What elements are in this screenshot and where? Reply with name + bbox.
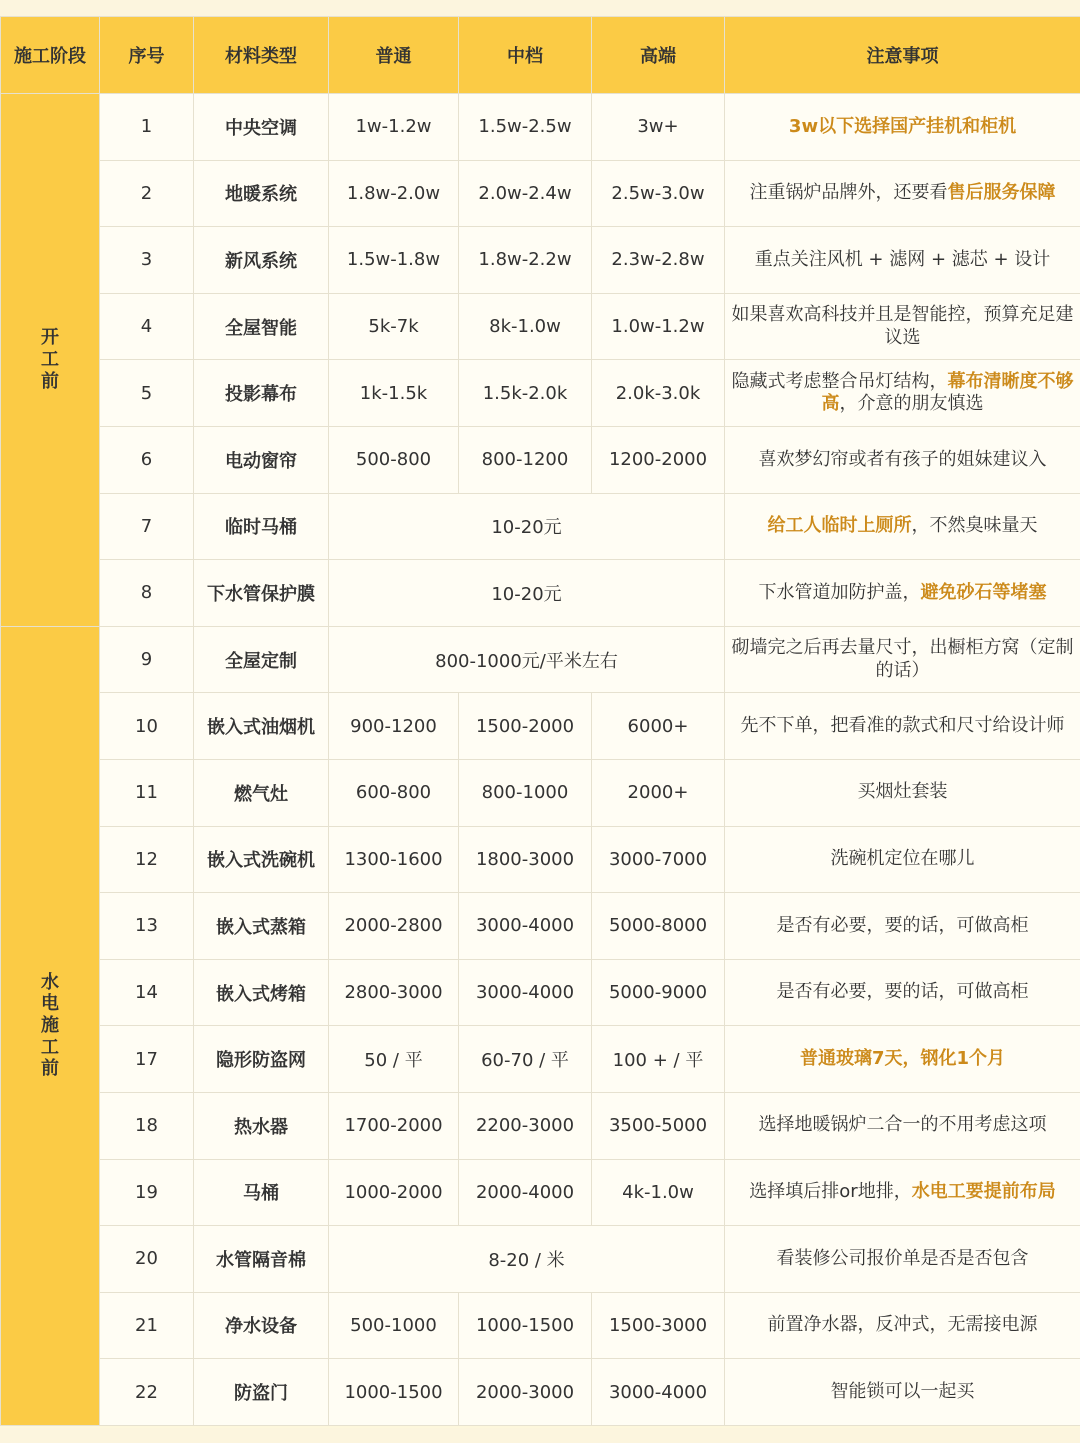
note-cell (725, 426, 1080, 493)
table-row (1, 959, 1080, 1026)
table-body (1, 94, 1080, 1426)
stage-label: 水电施工前 (41, 971, 59, 1080)
price-high: 1.0w-1.2w (592, 293, 725, 360)
price-normal: 500-800 (329, 426, 459, 493)
row-number: 2 (100, 160, 194, 227)
row-number: 14 (100, 959, 194, 1026)
table-row (1, 626, 1080, 693)
header-mid: 中档 (459, 17, 592, 94)
price-high: 1500-3000 (592, 1292, 725, 1359)
price-normal: 900-1200 (329, 693, 459, 760)
note-cell (725, 1026, 1080, 1093)
row-number: 7 (100, 493, 194, 560)
header-material: 材料类型 (194, 17, 329, 94)
note-cell (725, 893, 1080, 960)
note-text: 前置净水器，反冲式，无需接电源 (767, 1314, 1038, 1336)
row-number: 20 (100, 1226, 194, 1293)
note-highlight: 售后服务保障 (947, 182, 1056, 204)
note-cell (725, 626, 1080, 693)
table-row (1, 360, 1080, 427)
note-text: 隐藏式考虑整合吊灯结构， (731, 370, 948, 392)
top-strip (0, 0, 1080, 16)
price-high: 5000-9000 (592, 959, 725, 1026)
table-row (1, 759, 1080, 826)
note-text: ，不然臭味量天 (911, 515, 1038, 537)
row-number: 1 (100, 94, 194, 161)
row-number: 8 (100, 560, 194, 627)
price-high: 4k-1.0w (592, 1159, 725, 1226)
note-text: 看装修公司报价单是否是否包含 (776, 1247, 1029, 1269)
table-row (1, 160, 1080, 227)
material-name: 嵌入式油烟机 (194, 693, 329, 760)
note-cell (725, 1359, 1080, 1426)
price-mid: 3000-4000 (459, 959, 592, 1026)
table-row (1, 560, 1080, 627)
note-cell (725, 693, 1080, 760)
price-range-merged: 10-20元 (329, 560, 725, 627)
row-number: 22 (100, 1359, 194, 1426)
price-normal: 2000-2800 (329, 893, 459, 960)
row-number: 4 (100, 293, 194, 360)
price-mid: 1500-2000 (459, 693, 592, 760)
price-mid: 3000-4000 (459, 893, 592, 960)
row-number: 21 (100, 1292, 194, 1359)
table-row (1, 1092, 1080, 1159)
material-name: 全屋定制 (194, 626, 329, 693)
price-normal: 1300-1600 (329, 826, 459, 893)
price-normal: 1w-1.2w (329, 94, 459, 161)
price-mid: 8k-1.0w (459, 293, 592, 360)
row-number: 6 (100, 426, 194, 493)
stage-label: 开工前 (41, 327, 59, 392)
material-name: 地暖系统 (194, 160, 329, 227)
note-cell (725, 94, 1080, 161)
price-range-merged: 800-1000元/平米左右 (329, 626, 725, 693)
note-highlight: 3w以下选择国产挂机和柜机 (788, 115, 1017, 137)
material-name: 嵌入式洗碗机 (194, 826, 329, 893)
table-row (1, 426, 1080, 493)
note-text: 选择地暖锅炉二合一的不用考虑这项 (758, 1114, 1047, 1136)
header-row (1, 17, 1080, 94)
material-name: 嵌入式蒸箱 (194, 893, 329, 960)
price-high: 3500-5000 (592, 1092, 725, 1159)
note-cell (725, 959, 1080, 1026)
price-normal: 1700-2000 (329, 1092, 459, 1159)
table-row (1, 693, 1080, 760)
table-row (1, 227, 1080, 294)
note-text: 喜欢梦幻帘或者有孩子的姐妹建议入 (758, 448, 1047, 470)
note-cell (725, 160, 1080, 227)
note-highlight: 水电工要提前布局 (911, 1181, 1056, 1203)
table-row (1, 493, 1080, 560)
price-high: 2.5w-3.0w (592, 160, 725, 227)
note-cell (725, 1292, 1080, 1359)
stage-cell (1, 94, 100, 627)
price-high: 5000-8000 (592, 893, 725, 960)
table-row (1, 94, 1080, 161)
row-number: 3 (100, 227, 194, 294)
table-row (1, 1292, 1080, 1359)
price-high: 6000+ (592, 693, 725, 760)
header-high: 高端 (592, 17, 725, 94)
material-name: 净水设备 (194, 1292, 329, 1359)
table-row (1, 293, 1080, 360)
price-high: 3w+ (592, 94, 725, 161)
note-text: 是否有必要，要的话，可做高柜 (776, 981, 1029, 1003)
price-high: 2.3w-2.8w (592, 227, 725, 294)
price-normal: 500-1000 (329, 1292, 459, 1359)
header-notes: 注意事项 (725, 17, 1080, 94)
note-cell (725, 1159, 1080, 1226)
note-text: 重点关注风机 + 滤网 + 滤芯 + 设计 (754, 248, 1051, 270)
note-cell (725, 759, 1080, 826)
price-mid: 2.0w-2.4w (459, 160, 592, 227)
note-highlight: 幕布清晰度不够高 (821, 370, 1074, 415)
table-row (1, 1159, 1080, 1226)
note-text: 先不下单，把看准的款式和尺寸给设计师 (740, 714, 1065, 736)
note-text: 智能锁可以一起买 (830, 1380, 975, 1402)
price-mid: 2000-3000 (459, 1359, 592, 1426)
table-row (1, 826, 1080, 893)
row-number: 18 (100, 1092, 194, 1159)
note-cell (725, 360, 1080, 427)
row-number: 5 (100, 360, 194, 427)
price-normal: 1.5w-1.8w (329, 227, 459, 294)
material-name: 防盗门 (194, 1359, 329, 1426)
note-cell (725, 1092, 1080, 1159)
note-text: 是否有必要，要的话，可做高柜 (776, 914, 1029, 936)
price-high: 3000-7000 (592, 826, 725, 893)
price-mid: 800-1000 (459, 759, 592, 826)
price-high: 100 + / 平 (592, 1026, 725, 1093)
price-normal: 1000-1500 (329, 1359, 459, 1426)
price-normal: 1.8w-2.0w (329, 160, 459, 227)
price-normal: 1k-1.5k (329, 360, 459, 427)
material-name: 临时马桶 (194, 493, 329, 560)
price-mid: 60-70 / 平 (459, 1026, 592, 1093)
material-name: 全屋智能 (194, 293, 329, 360)
note-text: 如果喜欢高科技并且是智能控，预算充足建议选 (731, 304, 1074, 348)
row-number: 12 (100, 826, 194, 893)
note-text: 买烟灶套装 (857, 781, 948, 803)
header-number: 序号 (100, 17, 194, 94)
note-cell (725, 493, 1080, 560)
price-high: 1200-2000 (592, 426, 725, 493)
price-high: 3000-4000 (592, 1359, 725, 1426)
material-name: 新风系统 (194, 227, 329, 294)
note-text: 选择填后排or地排， (749, 1181, 912, 1203)
row-number: 9 (100, 626, 194, 693)
price-mid: 2200-3000 (459, 1092, 592, 1159)
table-row (1, 1226, 1080, 1293)
material-name: 下水管保护膜 (194, 560, 329, 627)
note-text: 注重锅炉品牌外，还要看 (749, 182, 948, 204)
price-mid: 1800-3000 (459, 826, 592, 893)
price-normal: 5k-7k (329, 293, 459, 360)
price-mid: 1.8w-2.2w (459, 227, 592, 294)
note-highlight: 普通玻璃7天，钢化1个月 (799, 1047, 1006, 1069)
header-stage: 施工阶段 (1, 17, 100, 94)
price-table (0, 16, 1080, 1426)
price-range-merged: 8-20 / 米 (329, 1226, 725, 1293)
table-row (1, 1359, 1080, 1426)
note-cell (725, 293, 1080, 360)
note-text: 下水管道加防护盖， (758, 581, 921, 603)
price-normal: 2800-3000 (329, 959, 459, 1026)
stage-cell (1, 626, 100, 1425)
price-mid: 1.5k-2.0k (459, 360, 592, 427)
price-mid: 2000-4000 (459, 1159, 592, 1226)
price-high: 2000+ (592, 759, 725, 826)
note-cell (725, 227, 1080, 294)
row-number: 13 (100, 893, 194, 960)
note-cell (725, 560, 1080, 627)
price-high: 2.0k-3.0k (592, 360, 725, 427)
price-normal: 50 / 平 (329, 1026, 459, 1093)
row-number: 17 (100, 1026, 194, 1093)
table-row (1, 1026, 1080, 1093)
note-cell (725, 1226, 1080, 1293)
price-mid: 1000-1500 (459, 1292, 592, 1359)
material-name: 投影幕布 (194, 360, 329, 427)
table-row (1, 893, 1080, 960)
note-highlight: 给工人临时上厕所 (767, 515, 912, 537)
note-text: ，介意的朋友慎选 (839, 393, 984, 415)
material-name: 水管隔音棉 (194, 1226, 329, 1293)
material-name: 燃气灶 (194, 759, 329, 826)
price-mid: 1.5w-2.5w (459, 94, 592, 161)
header-normal: 普通 (329, 17, 459, 94)
row-number: 19 (100, 1159, 194, 1226)
row-number: 10 (100, 693, 194, 760)
material-name: 电动窗帘 (194, 426, 329, 493)
note-text: 洗碗机定位在哪儿 (830, 848, 975, 870)
price-mid: 800-1200 (459, 426, 592, 493)
material-name: 隐形防盗网 (194, 1026, 329, 1093)
material-name: 热水器 (194, 1092, 329, 1159)
note-text: 砌墙完之后再去量尺寸，出橱柜方窝（定制的话） (731, 637, 1074, 681)
note-highlight: 避免砂石等堵塞 (920, 581, 1047, 603)
row-number: 11 (100, 759, 194, 826)
note-cell (725, 826, 1080, 893)
price-normal: 600-800 (329, 759, 459, 826)
price-range-merged: 10-20元 (329, 493, 725, 560)
material-name: 嵌入式烤箱 (194, 959, 329, 1026)
material-name: 马桶 (194, 1159, 329, 1226)
price-normal: 1000-2000 (329, 1159, 459, 1226)
material-name: 中央空调 (194, 94, 329, 161)
bottom-strip (0, 1428, 1080, 1443)
